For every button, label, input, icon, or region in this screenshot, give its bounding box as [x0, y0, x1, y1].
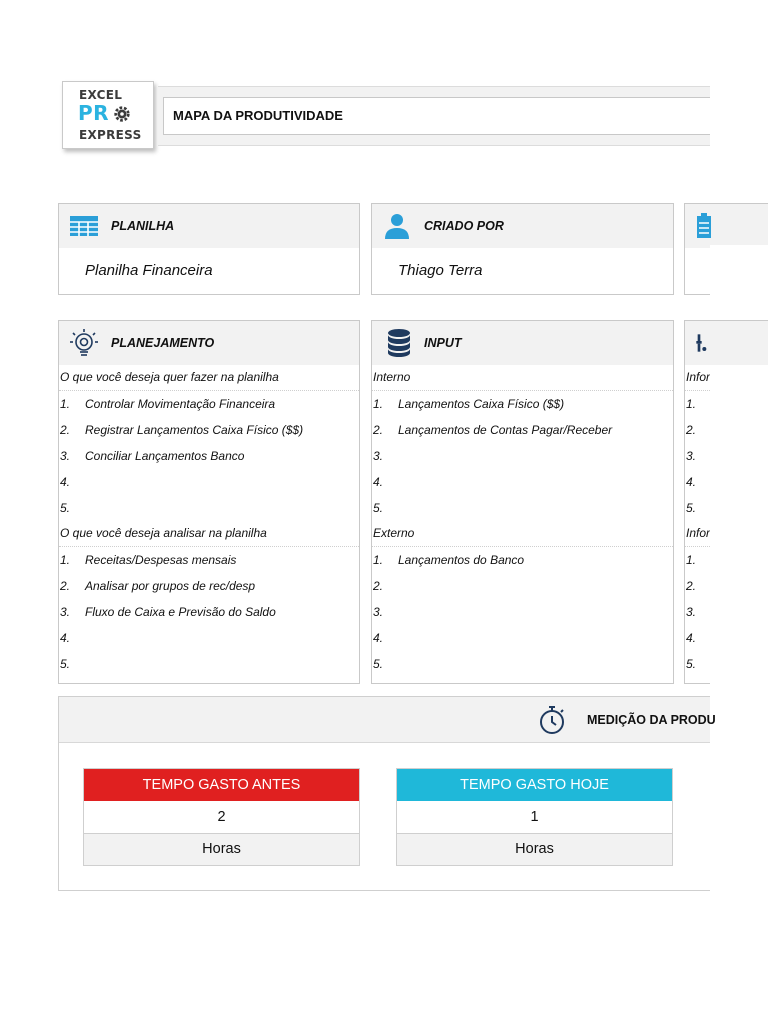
planejamento-section-1: O que você deseja quer fazer na planilha [59, 365, 359, 391]
excel-pro-express-logo [62, 81, 154, 149]
tempo-hoje-box [396, 768, 673, 866]
list-item: 2. [373, 579, 384, 593]
third-list-section-1: Infor [685, 365, 768, 391]
list-item: 1. [686, 397, 697, 411]
list-item: 1. Receitas/Despesas mensais [60, 553, 237, 567]
tempo-antes-value: 2 [84, 801, 359, 834]
stopwatch-icon [537, 704, 567, 736]
list-item: 2. Registrar Lançamentos Caixa Físico ($$) [60, 423, 304, 437]
list-item: 4. [60, 475, 71, 489]
planejamento-section-2: O que você deseja analisar na planilha [59, 521, 359, 547]
list-item: 4. [373, 475, 384, 489]
lightbulb-gear-icon [69, 327, 99, 359]
list-item: 4. [686, 475, 697, 489]
clipboard-icon [693, 212, 723, 240]
input-card-title: INPUT [424, 336, 462, 350]
input-card [371, 320, 674, 684]
list-item: 2. Analisar por grupos de rec/desp [60, 579, 256, 593]
list-item: 1. Lançamentos Caixa Físico ($$) [373, 397, 565, 411]
viewport-cutoff [710, 365, 768, 687]
third-list-section-2: Infor [685, 521, 768, 547]
list-item: 1. Lançamentos do Banco [373, 553, 525, 567]
tempo-antes-unit: Horas [84, 834, 359, 865]
planejamento-list [59, 365, 359, 677]
list-item: 4. [373, 631, 384, 645]
list-item: 3. Fluxo de Caixa e Previsão do Saldo [60, 605, 276, 619]
input-section-1: Interno [372, 365, 673, 391]
criado-por-card-header [372, 204, 673, 248]
input-section-2: Externo [372, 521, 673, 547]
planilha-card-title: PLANILHA [111, 219, 175, 233]
planejamento-card [58, 320, 360, 684]
list-item: 1. Controlar Movimentação Financeira [60, 397, 276, 411]
medicao-title: MEDIÇÃO DA PRODU [587, 713, 716, 727]
list-item: 5. [686, 501, 697, 515]
criado-por-card [371, 203, 674, 295]
planilha-card-header [59, 204, 359, 248]
list-item: 2. [686, 423, 697, 437]
criado-por-card-title: CRIADO POR [424, 219, 504, 233]
tools-icon [695, 329, 715, 357]
input-card-header [372, 321, 673, 365]
table-grid-icon [69, 212, 99, 240]
logo-text-excel: EXCEL [79, 88, 123, 102]
planilha-card [58, 203, 360, 295]
list-item: 5. [60, 657, 71, 671]
viewport-cutoff [710, 245, 768, 297]
list-item: 3. Conciliar Lançamentos Banco [60, 449, 245, 463]
list-item: 4. [686, 631, 697, 645]
list-item: 1. [686, 553, 697, 567]
logo-text-pro: PR [78, 101, 110, 125]
list-item: 4. [60, 631, 71, 645]
list-item: 5. [686, 657, 697, 671]
planejamento-card-title: PLANEJAMENTO [111, 336, 215, 350]
list-item: 2. Lançamentos de Contas Pagar/Receber [373, 423, 613, 437]
list-item: 3. [686, 605, 697, 619]
tempo-antes-box [83, 768, 360, 866]
third-card-header [685, 204, 768, 248]
planejamento-card-header [59, 321, 359, 365]
tempo-antes-label: TEMPO GASTO ANTES [84, 769, 359, 801]
tempo-hoje-label: TEMPO GASTO HOJE [397, 769, 672, 801]
list-item: 3. [373, 605, 384, 619]
list-item: 5. [373, 657, 384, 671]
page-title: MAPA DA PRODUTIVIDADE [163, 97, 710, 135]
third-list-card-header [685, 321, 768, 365]
user-icon [382, 212, 412, 240]
planilha-card-value: Planilha Financeira [85, 262, 213, 279]
gear-icon [113, 105, 131, 123]
input-list [372, 365, 673, 677]
criado-por-card-value: Thiago Terra [398, 262, 483, 279]
database-icon [384, 327, 414, 359]
medicao-header [59, 697, 716, 743]
list-item: 3. [686, 449, 697, 463]
logo-text-express: EXPRESS [79, 128, 142, 142]
list-item: 3. [373, 449, 384, 463]
list-item: 2. [686, 579, 697, 593]
list-item: 5. [373, 501, 384, 515]
tempo-hoje-unit: Horas [397, 834, 672, 865]
list-item: 5. [60, 501, 71, 515]
tempo-hoje-value: 1 [397, 801, 672, 834]
